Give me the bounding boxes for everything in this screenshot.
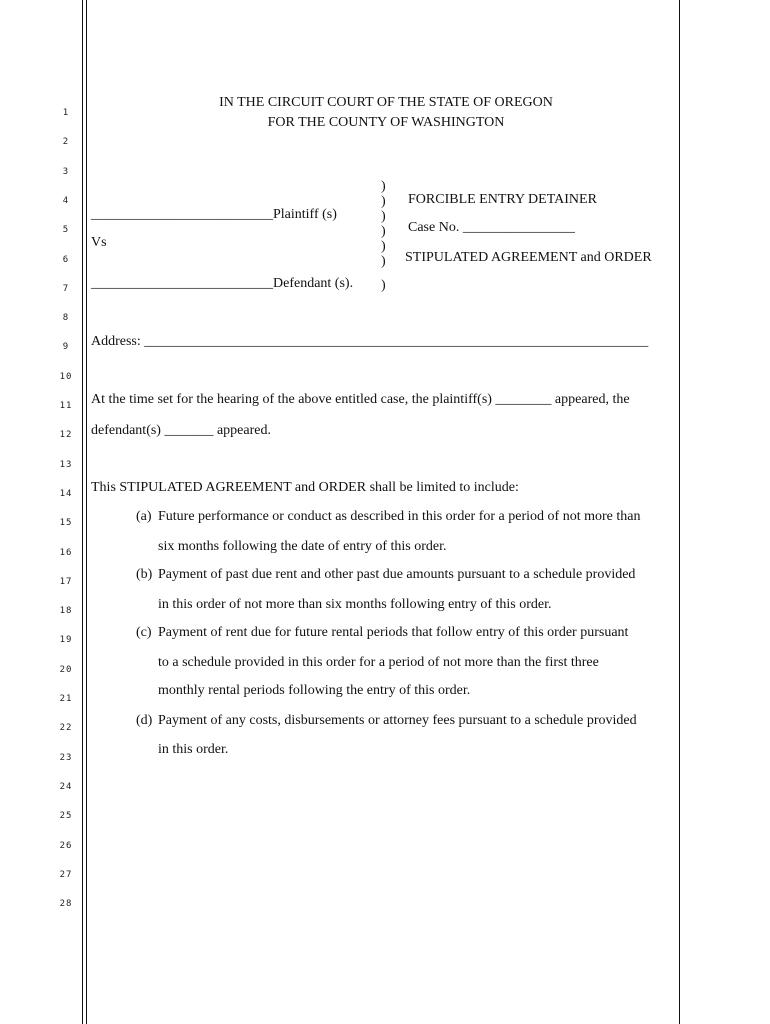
line-number: 9 [62, 342, 70, 353]
case-number-blank[interactable]: ________________ [462, 220, 575, 235]
court-heading-line1: IN THE CIRCUIT COURT OF THE STATE OF OREGON [219, 95, 553, 110]
list-item-text: Future performance or conduct as described in this order for a period of not more than [158, 509, 641, 524]
list-item-text: in this order of not more than six months following entry of this order. [158, 597, 552, 612]
case-number-label: Case No. [408, 220, 460, 235]
caption-paren: ) [381, 194, 386, 209]
list-item-text: in this order. [158, 742, 229, 757]
list-item-marker: (a) [136, 509, 152, 524]
plaintiff-line [91, 207, 337, 223]
caption-paren: ) [381, 254, 386, 269]
list-item-text: monthly rental periods following the entry of this order. [158, 683, 471, 698]
versus-label: Vs [91, 235, 107, 250]
line-number: 25 [59, 811, 73, 822]
agreement-intro: This STIPULATED AGREEMENT and ORDER shall be limited to include: [91, 480, 519, 495]
list-item-marker: (d) [136, 713, 153, 728]
line-number: 12 [59, 430, 73, 441]
line-number: 4 [62, 195, 70, 206]
address-blank[interactable]: ________________________________________________________________________ [144, 334, 649, 349]
line-number: 16 [59, 547, 73, 558]
line-number: 28 [59, 899, 73, 910]
court-heading-line2: FOR THE COUNTY OF WASHINGTON [267, 115, 505, 130]
line-number: 6 [62, 254, 70, 265]
line-number: 17 [59, 576, 73, 587]
defendant-label: Defendant (s). [273, 276, 354, 291]
line-number: 2 [62, 137, 70, 148]
line-number: 14 [59, 488, 73, 499]
line-number: 18 [59, 606, 73, 617]
left-margin-rule [82, 0, 83, 1024]
list-item-text: six months following the date of entry of this order. [158, 539, 447, 554]
plaintiff-label: Plaintiff (s) [273, 207, 337, 222]
hearing-text-line2: defendant(s) _______ appeared. [91, 423, 271, 438]
list-item-marker: (c) [136, 625, 152, 640]
list-item-text: Payment of rent due for future rental periods that follow entry of this order pursuant [158, 625, 629, 640]
line-number: 7 [62, 283, 70, 294]
case-type: FORCIBLE ENTRY DETAINER [408, 192, 597, 207]
line-number: 21 [59, 694, 73, 704]
caption-paren: ) [381, 278, 386, 293]
hearing-text-line1: At the time set for the hearing of the above entitled case, the plaintiff(s) ________ appeared, the [91, 392, 630, 407]
caption-paren: ) [381, 239, 386, 254]
line-number: 13 [59, 459, 73, 470]
line-number: 10 [59, 371, 73, 382]
caption-paren: ) [381, 224, 386, 239]
address-label: Address: [91, 334, 141, 349]
line-number: 19 [59, 635, 73, 646]
defendant-line [91, 276, 353, 292]
line-number: 24 [59, 781, 73, 792]
line-number: 3 [62, 166, 70, 177]
line-number: 11 [59, 401, 73, 411]
line-number: 8 [62, 313, 70, 324]
left-margin-rule-inner [86, 0, 87, 1024]
list-item-text: Payment of any costs, disbursements or attorney fees pursuant to a schedule provided [158, 713, 637, 728]
line-number: 23 [59, 752, 73, 763]
line-number: 20 [59, 664, 73, 675]
document-title: STIPULATED AGREEMENT and ORDER [405, 250, 652, 265]
caption-paren: ) [381, 209, 386, 224]
list-item-text: to a schedule provided in this order for a period of not more than the first three [158, 655, 599, 670]
caption-paren: ) [381, 179, 386, 194]
defendant-blank[interactable]: __________________________ [91, 276, 273, 291]
line-number: 22 [59, 723, 73, 734]
line-number: 26 [59, 840, 73, 851]
right-margin-rule [679, 0, 680, 1024]
case-number-line [408, 220, 575, 236]
plaintiff-blank[interactable]: __________________________ [91, 207, 273, 222]
line-number: 5 [62, 225, 70, 236]
address-line [91, 334, 648, 350]
line-number: 1 [62, 108, 70, 118]
line-number: 27 [59, 869, 73, 880]
line-number: 15 [59, 518, 73, 529]
list-item-marker: (b) [136, 567, 153, 582]
list-item-text: Payment of past due rent and other past due amounts pursuant to a schedule provided [158, 567, 636, 582]
